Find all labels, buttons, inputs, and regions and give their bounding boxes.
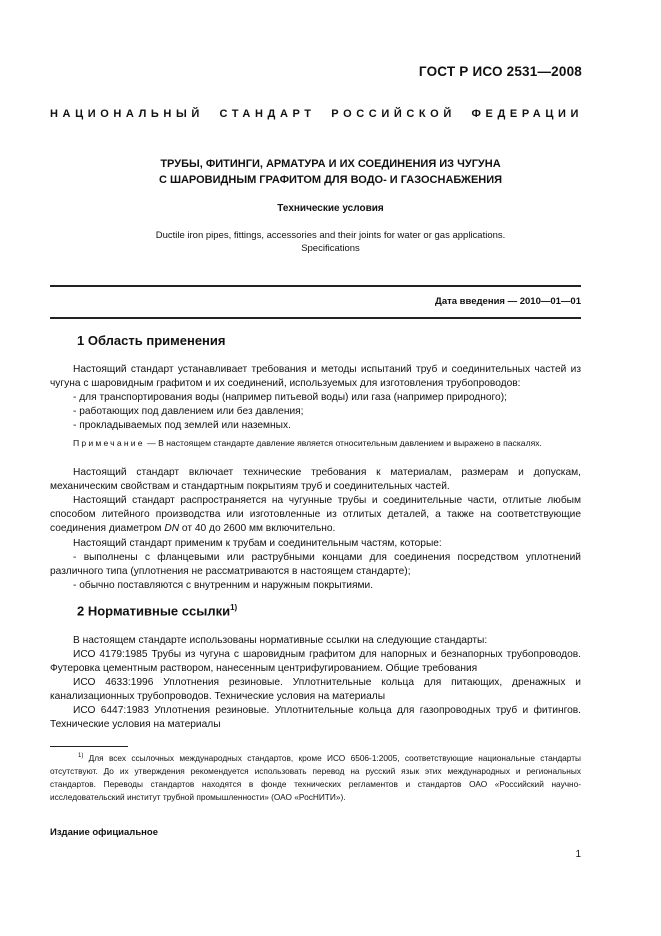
english-title-line-2: Specifications bbox=[301, 243, 360, 254]
footnote-divider bbox=[50, 746, 128, 747]
section-1-paragraph-1: Настоящий стандарт устанавливает требования и методы испытаний труб и соединительных частей из чугуна с шаровидным графитом и их соединений, используемых для изготовления трубопроводов: bbox=[50, 364, 581, 390]
document-subtitle: Технические условия bbox=[277, 203, 384, 214]
section-1-bullet-3: - прокладываемых под землей или наземных. bbox=[73, 420, 291, 431]
footnote: $^{1)}$ Для всех ссылочных международных стандартов, кроме ИСО 6506-1:2005, соответствующие национальные стандарты отсутствуют. До их утверждения рекомендуется использовать перевод на русский язык этих международных и региональных стандартов. Переводы стандартов находятся в фонде технических регламентов и стандартов ОАО «Российский научно-исследовательский институт трубной промышленности» (ОАО «РосНИТИ»). bbox=[50, 752, 581, 802]
section-1-paragraph-4: Настоящий стандарт применим к трубам и соединительным частям, которые: bbox=[73, 538, 442, 549]
section-1-paragraph-2: Настоящий стандарт включает технические требования к материалам, размерам и допускам, механическим свойствам и стандартным покрытиям труб и соединительных частей. bbox=[50, 467, 581, 493]
page-number: 1 bbox=[575, 849, 581, 860]
section-2-heading: 2 Нормативные ссылки$^{1)}$ bbox=[77, 603, 238, 619]
section-1-bullet-4: - выполнены с фланцевыми или раструбными концами для соединения посредством уплотнений различного типа (уплотнения не рассматриваются в настоящем стандарте); bbox=[50, 552, 581, 578]
title-line-2: С ШАРОВИДНЫМ ГРАФИТОМ ДЛЯ ВОДО- И ГАЗОСНАБЖЕНИЯ bbox=[158, 174, 503, 186]
document-title bbox=[60, 156, 601, 188]
section-2-paragraph-1: В настоящем стандарте использованы нормативные ссылки на следующие стандарты: bbox=[73, 635, 488, 646]
section-1-bullet-5: - обычно поставляются с внутренним и наружным покрытиями. bbox=[73, 580, 374, 591]
section-1-paragraph-3: Настоящий стандарт распространяется на чугунные трубы и соединительные части, отлитые любым способом литейного производства или изготовленные из отлитых деталей, а также на соответствующие соединения диаметром DN от 40 до 2600 мм включительно. bbox=[50, 495, 581, 535]
national-standard-banner: НАЦИОНАЛЬНЫЙ СТАНДАРТ РОССИЙСКОЙ ФЕДЕРАЦИИ bbox=[50, 108, 583, 120]
title-line-1: ТРУБЫ, ФИТИНГИ, АРМАТУРА И ИХ СОЕДИНЕНИЯ ИЗ ЧУГУНА bbox=[160, 158, 501, 170]
introduction-date: Дата введения — 2010—01—01 bbox=[435, 296, 581, 307]
dn-symbol: DN bbox=[164, 523, 180, 535]
section-1-heading: 1 Область применения bbox=[77, 333, 226, 348]
reference-iso-6447: ИСО 6447:1983 Уплотнения резиновые. Уплотнительные кольца для газопроводных труб и фитингов. Технические условия на материалы bbox=[50, 705, 581, 731]
section-1-note: Примечание — В настоящем стандарте давление является относительным давлением и выражено в паскалях. bbox=[73, 438, 542, 448]
reference-iso-4633: ИСО 4633:1996 Уплотнения резиновые. Уплотнительные кольца для питающих, дренажных и канализационных трубопроводов. Технические условия на материалы bbox=[50, 677, 581, 703]
official-edition-label: Издание официальное bbox=[50, 827, 158, 838]
note-label: Примечание bbox=[73, 438, 145, 448]
section-1-bullet-2: - работающих под давлением или без давления; bbox=[73, 406, 304, 417]
english-title-line-1: Ductile iron pipes, fittings, accessories and their joints for water or gas applications. bbox=[155, 230, 506, 241]
reference-iso-4179: ИСО 4179:1985 Трубы из чугуна с шаровидным графитом для напорных и безнапорных трубопроводов. Футеровка цементным раствором, нанесенным центрифугированием. Общие требования bbox=[50, 649, 581, 675]
top-divider bbox=[50, 285, 581, 287]
footnote-reference: 1) bbox=[230, 603, 238, 612]
section-1-bullet-1: - для транспортирования воды (например питьевой воды) или газа (например природного); bbox=[73, 392, 507, 403]
english-title bbox=[60, 229, 601, 255]
standard-code: ГОСТ Р ИСО 2531—2008 bbox=[418, 64, 582, 79]
date-divider bbox=[50, 317, 581, 319]
